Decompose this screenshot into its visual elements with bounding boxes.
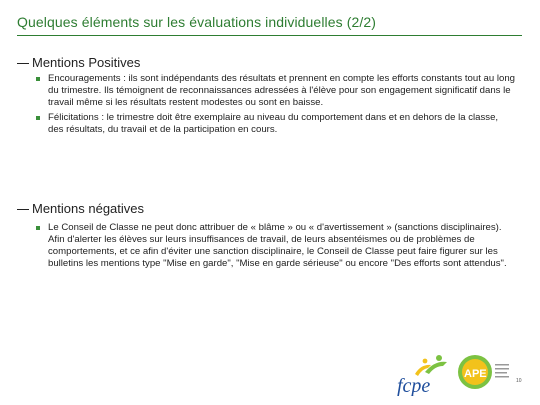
heading-dash	[17, 209, 29, 210]
section-heading-positive	[17, 55, 140, 70]
ape-caption-line	[495, 372, 507, 374]
fcpe-wordmark: fcpe	[397, 375, 431, 396]
list-item	[36, 73, 516, 109]
logo-figure-head	[436, 355, 442, 361]
ape-caption-line	[495, 364, 509, 366]
bullet-text: Félicitations : le trimestre doit être exemplaire au niveau du comportement dans et en dehors de la classe, des résultats, du travail et de la participation en cours.	[48, 112, 499, 135]
section-heading-text: Mentions Positives	[32, 55, 141, 70]
section-heading-negative	[17, 201, 144, 216]
ape-wordmark: APE	[464, 368, 487, 380]
bullet-marker	[36, 116, 40, 120]
section-heading-text: Mentions négatives	[32, 201, 145, 216]
page-number: 10	[516, 378, 522, 384]
negative-bullet-list	[36, 222, 516, 273]
bullet-marker	[36, 77, 40, 81]
title-rule	[17, 35, 522, 36]
logo-figure-head	[423, 359, 428, 364]
logo-figure-body	[425, 362, 447, 374]
positive-bullet-list	[36, 73, 516, 139]
list-item	[36, 112, 516, 136]
ape-caption-line	[495, 368, 509, 370]
heading-dash	[17, 63, 29, 64]
slide-title: Quelques éléments sur les évaluations individuelles (2/2)	[17, 14, 377, 30]
list-item	[36, 222, 516, 270]
ape-caption-line	[495, 376, 509, 378]
bullet-text: Encouragements : ils sont indépendants des résultats et prennent en compte les efforts constants tout au long du trimestre. Ils témoignent de reconnaissances adressées à l'élève pour son engagement significatif dans le travail même si les résultats restent modestes ou sont en baisse.	[48, 73, 516, 108]
ape-logo	[457, 350, 511, 394]
fcpe-logo	[395, 352, 453, 396]
bullet-text: Le Conseil de Classe ne peut donc attribuer de « blâme » ou « d'avertissement » (sanctions disciplinaires). Afin d'alerter les élèves sur leurs insuffisances de travail, de leurs absentéismes ou de problèmes de comportements, et ce afin d'éviter une sanction disciplinaire, le Conseil de Classe peut faire figurer sur les bulletins les mentions type "Mise en garde", "Mise en garde sérieuse" ou encore "Des efforts sont attendus".	[48, 222, 507, 269]
bullet-marker	[36, 226, 40, 230]
